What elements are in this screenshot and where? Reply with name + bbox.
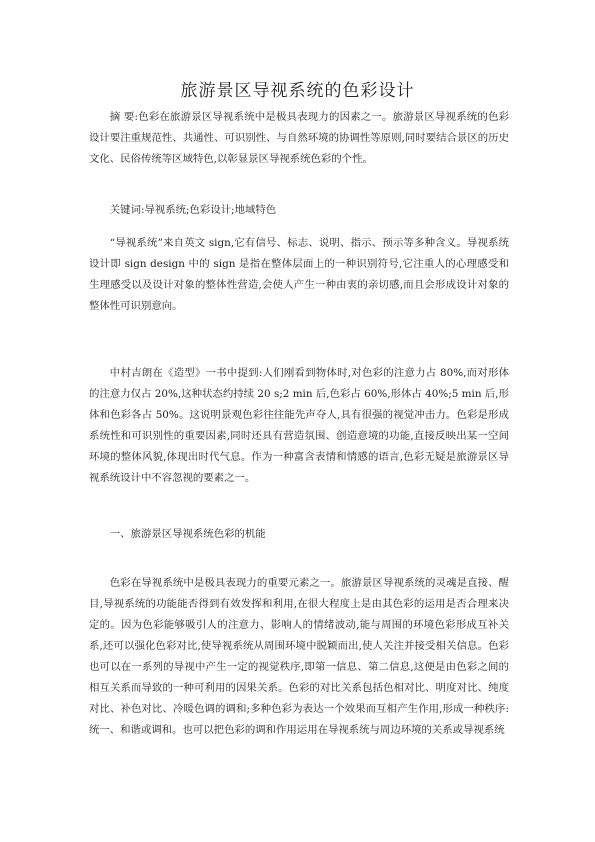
body-paragraph-1: “导视系统”来自英文 sign,它有信号、标志、说明、指示、预示等多种含义。导视系统设计即 sign design 中的 sign 是指在整体层面上的一种识别符号,它注重人的心理感受和生理感受以及设计对象的整体性营造,会使人产生一种由衷的亲切感,而且会形成设计对象的整体性可识别意向。	[89, 237, 509, 312]
keywords-line: 关键词:导视系统;色彩设计;地域特色	[109, 204, 277, 216]
section-heading-1: 一、旅游景区导视系统色彩的机能	[109, 528, 266, 540]
document-title: 旅游景区导视系统的色彩设计	[180, 81, 415, 101]
body-paragraph-2: 中村吉朗在《造型》一书中提到:人们刚看到物体时,对色彩的注意力占 80%,而对形体的注意力仅占 20%,这种状态约持续 20 s;2 min 后,色彩占 60%,形体占 40%;5 min 后,形体和色彩各占 50%。这说明景观色彩往往能先声夺人,具有很强的视觉冲击力。色彩是形成系统性和可识别性的重要因素,同时还具有营造氛围、创造意境的功能,直接反映出某一空间环境的整体风貌,体现出时代气息。作为一种富含表情和情感的语言,色彩无疑是旅游景区导视系统设计中不容忽视的要素之一。	[89, 367, 509, 484]
body-paragraph-3: 色彩在导视系统中是极具表现力的重要元素之一。旅游景区导视系统的灵魂是直接、醒目,导视系统的功能能否得到有效发挥和利用,在很大程度上是由其色彩的运用是否合理来决定的。因为色彩能够吸引人的注意力、影响人的情绪波动,能与周围的环境色彩形成互补关系,还可以强化色彩对比,使导视系统从周围环境中脱颖而出,使人关注并接受相关信息。色彩也可以在一系列的导视中产生一定的视觉秩序,即第一信息、第二信息,这便是由色彩之间的相互关系而导致的一种可利用的因果关系。色彩的对比关系包括色相对比、明度对比、纯度对比、补色对比、冷暖色调的调和;多种色彩为表达一个效果而互相产生作用,形成一种秩序:统一、和谐或调和。也可以把色彩的调和作用运用在导视系统与周边环境的关系或导视系统	[89, 577, 509, 736]
abstract-paragraph: 摘 要:色彩在旅游景区导视系统中是极具表现力的因素之一。旅游景区导视系统的色彩设计要注重规范性、共通性、可识别性、与自然环境的协调性等原则,同时要结合景区的历史文化、民俗传统等区域特色,以彰显景区导视系统色彩的个性。	[89, 111, 509, 165]
